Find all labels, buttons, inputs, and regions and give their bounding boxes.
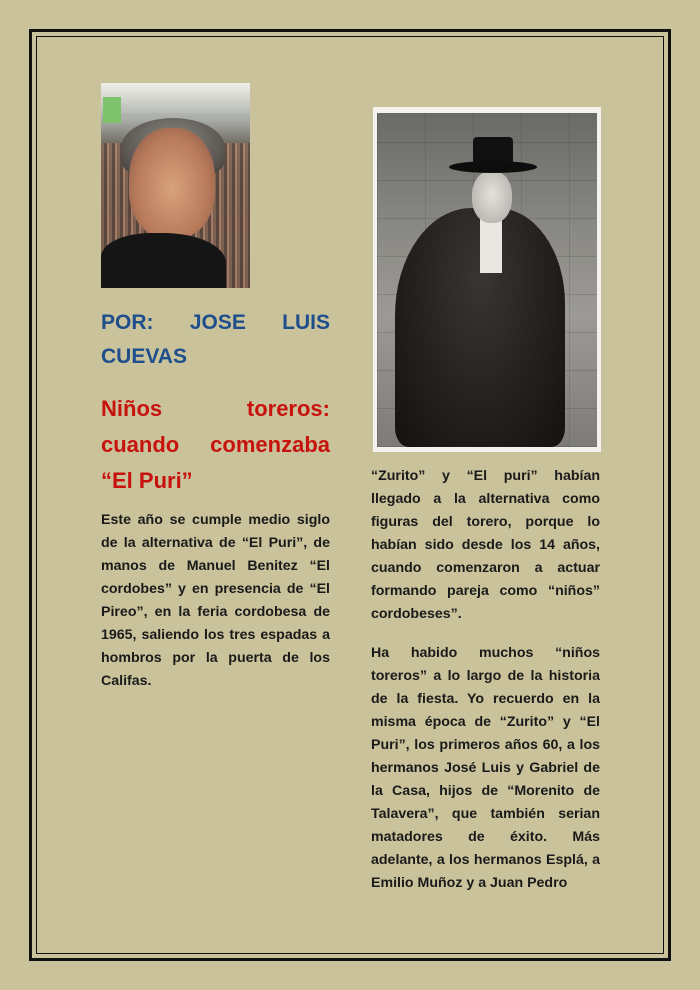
- author-photo: [101, 83, 250, 288]
- author-shirt: [101, 233, 226, 288]
- author-face: [129, 128, 215, 238]
- paragraph-zurito: “Zurito” y “El puri” habían llegado a la alternativa como figuras del torero, porque lo habían sido desde los 14 años, cuando comenzaron a actuar formando pareja como “niños” cordobeses”.: [371, 468, 600, 622]
- author-byline: POR: JOSE LUIS CUEVAS: [101, 311, 330, 368]
- paragraph-ninos-toreros: Ha habido muchos “niños toreros” a lo largo de la historia de la fiesta. Yo recuerdo en la misma época de “Zurito” y “El Puri”, los primeros años 60, a los hermanos José Luis y Gabriel de la Casa, hijos de “Morenito de Talavera”, que también serian matadores de éxito. Más adelante, a los hermanos Esplá, a Emilio Muñoz y a Juan Pedro: [371, 645, 600, 891]
- torero-photo: [373, 107, 601, 452]
- hat-brim: [449, 161, 537, 173]
- right-column: [371, 465, 600, 895]
- article-title: Niños toreros: cuando comenzaba “El Puri”: [101, 396, 330, 493]
- stadium-screen: [103, 97, 121, 123]
- torero-shirt: [480, 217, 502, 273]
- stadium-roof: [101, 83, 250, 113]
- intro-paragraph: Este año se cumple medio siglo de la alternativa de “El Puri”, de manos de Manuel Benitez “El cordobes” y en presencia de “El Pireo”, en la feria cordobesa de 1965, saliendo los tres espadas a hombros por la puerta de los Califas.: [101, 512, 330, 689]
- torero-face: [472, 171, 512, 223]
- torero-photo-image: [377, 113, 597, 447]
